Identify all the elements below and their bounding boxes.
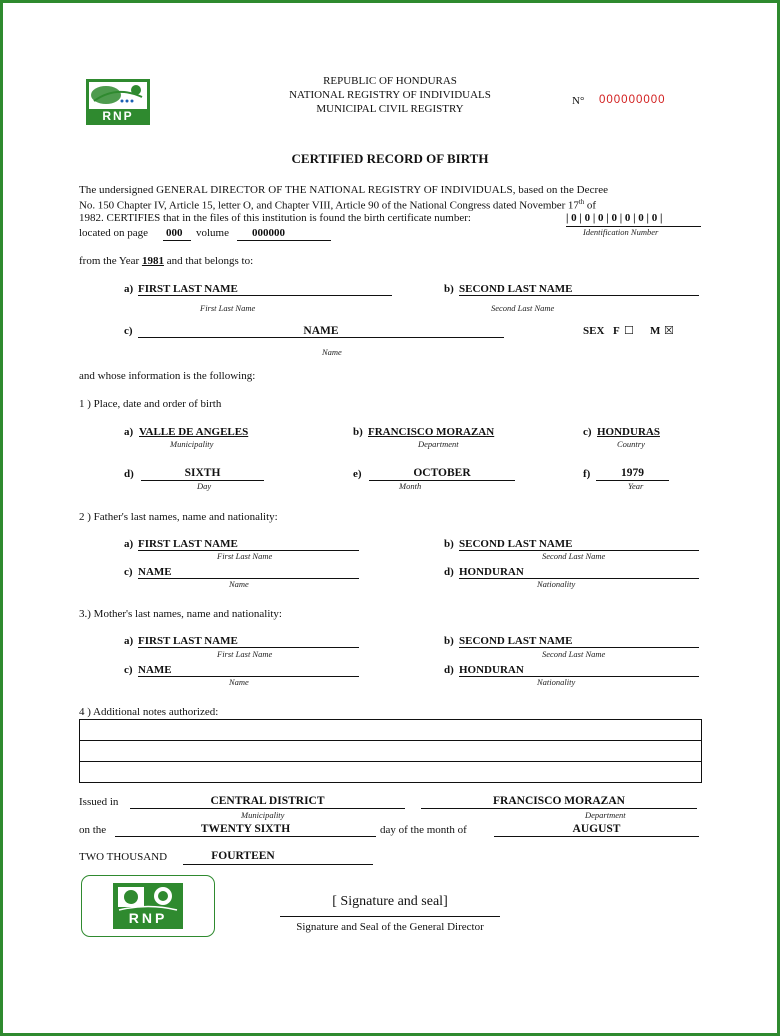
issued-day: TWENTY SIXTH xyxy=(200,823,291,835)
month-label: day of the month of xyxy=(380,824,467,836)
s1-a-letter: a) xyxy=(124,426,134,438)
notes-table xyxy=(79,719,702,783)
two-thousand-label: TWO THOUSAND xyxy=(79,851,168,863)
s1-municipality-caption: Municipality xyxy=(170,439,214,449)
person-b-letter: b) xyxy=(444,283,454,295)
issued-department: FRANCISCO MORAZAN xyxy=(493,795,625,807)
issued-year-word: FOURTEEN xyxy=(211,850,275,862)
s1-year: 1979 xyxy=(621,467,644,479)
s1-b-letter: b) xyxy=(353,426,363,438)
year-line xyxy=(79,255,253,267)
year-value: 1981 xyxy=(141,255,164,267)
s2-nationality: HONDURAN xyxy=(459,566,524,578)
s1-department: FRANCISCO MORAZAN xyxy=(368,426,495,438)
header-line-1: REPUBLIC OF HONDURAS xyxy=(323,75,457,87)
intro-sup: th xyxy=(578,198,585,206)
s1-department-caption: Department xyxy=(418,439,459,449)
s1-country-caption: Country xyxy=(617,439,645,449)
s3-second-last-name: SECOND LAST NAME xyxy=(459,635,573,647)
rnp-seal-icon xyxy=(113,883,183,929)
s2-name-caption: Name xyxy=(229,579,249,589)
issued-label: Issued in xyxy=(79,796,119,808)
s2-first-last-name: FIRST LAST NAME xyxy=(138,538,238,550)
header-line-3: MUNICIPAL CIVIL REGISTRY xyxy=(316,103,464,115)
notes-row-3[interactable] xyxy=(80,762,701,782)
s1-f-letter: f) xyxy=(583,468,591,480)
sex-label: SEX xyxy=(583,325,605,337)
s3-first-caption: First Last Name xyxy=(217,649,273,659)
s1-country: HONDURAS xyxy=(597,426,660,438)
rnp-logo-icon xyxy=(86,79,150,125)
number-label: N° xyxy=(572,95,585,107)
volume-value: 000000 xyxy=(252,227,285,239)
s1-month-caption: Month xyxy=(399,481,422,491)
s3-d-letter: d) xyxy=(444,664,454,676)
s3-name-caption: Name xyxy=(229,677,249,687)
page-title: CERTIFIED RECORD OF BIRTH xyxy=(291,151,489,166)
intro-line-1: The undersigned GENERAL DIRECTOR OF THE NATIONAL REGISTRY OF INDIVIDUALS, based on the Decree xyxy=(79,184,609,196)
certificate-number: 000000000 xyxy=(599,94,666,106)
year-post: and that belongs to: xyxy=(166,255,254,267)
person-first-last-name: FIRST LAST NAME xyxy=(138,283,238,295)
notes-row-2[interactable] xyxy=(80,741,701,762)
person-name: NAME xyxy=(303,325,339,337)
sex-m-checkbox[interactable]: ☒ xyxy=(664,324,674,337)
header-line-2: NATIONAL REGISTRY OF INDIVIDUALS xyxy=(289,89,491,101)
identification-caption: Identification Number xyxy=(583,227,659,237)
s1-e-letter: e) xyxy=(353,468,362,480)
intro-line-2 xyxy=(79,198,596,212)
s2-second-last-name: SECOND LAST NAME xyxy=(459,538,573,550)
intro-line-2-text: No. 150 Chapter IV, Article 15, letter O, and Chapter VIII, Article 90 of the National Congress dated November 17 xyxy=(79,199,579,212)
section4-heading: 4 ) Additional notes authorized: xyxy=(79,706,219,718)
identification-number: | 0 | 0 | 0 | 0 | 0 | 0 | 0 | xyxy=(566,212,663,224)
info-heading: and whose information is the following: xyxy=(79,370,256,382)
signature-logo-box xyxy=(81,875,215,937)
person-second-caption: Second Last Name xyxy=(491,303,555,313)
section1-heading: 1 ) Place, date and order of birth xyxy=(79,398,222,410)
signature-caption: Signature and Seal of the General Director xyxy=(296,921,484,933)
s2-c-letter: c) xyxy=(124,566,133,578)
intro-line-2-end: of xyxy=(584,199,596,212)
s3-nationality-caption: Nationality xyxy=(537,677,576,687)
person-first-caption: First Last Name xyxy=(200,303,256,313)
on-label: on the xyxy=(79,824,107,836)
section2-heading: 2 ) Father's last names, name and nationality: xyxy=(79,511,278,523)
sex-m-label: M xyxy=(650,325,661,337)
s1-c-letter: c) xyxy=(583,426,592,438)
s2-b-letter: b) xyxy=(444,538,454,550)
signature-placeholder: [ Signature and seal] xyxy=(332,894,448,909)
s3-c-letter: c) xyxy=(124,664,133,676)
s3-first-last-name: FIRST LAST NAME xyxy=(138,635,238,647)
sex-f-label: F xyxy=(613,325,620,337)
s1-municipality: VALLE DE ANGELES xyxy=(139,426,249,438)
issued-department-caption: Department xyxy=(585,810,626,820)
s2-d-letter: d) xyxy=(444,566,454,578)
s3-second-caption: Second Last Name xyxy=(542,649,606,659)
s2-nationality-caption: Nationality xyxy=(537,579,576,589)
issued-municipality-caption: Municipality xyxy=(241,810,285,820)
logo-text: RNP xyxy=(102,109,134,123)
year-pre: from the Year xyxy=(79,255,140,267)
s1-d-letter: d) xyxy=(124,468,134,480)
person-c-letter: c) xyxy=(124,325,133,337)
person-a-letter: a) xyxy=(124,283,134,295)
s3-name: NAME xyxy=(138,664,172,676)
intro-line-3: 1982. CERTIFIES that in the files of this institution is found the birth certificate number: xyxy=(79,212,471,224)
s3-b-letter: b) xyxy=(444,635,454,647)
volume-label: volume xyxy=(196,227,229,239)
s2-name: NAME xyxy=(138,566,172,578)
s3-a-letter: a) xyxy=(124,635,134,647)
s1-day: SIXTH xyxy=(184,467,221,479)
s3-nationality: HONDURAN xyxy=(459,664,524,676)
s2-a-letter: a) xyxy=(124,538,134,550)
issued-municipality: CENTRAL DISTRICT xyxy=(210,795,325,807)
s2-second-caption: Second Last Name xyxy=(542,551,606,561)
issued-month: AUGUST xyxy=(572,823,621,835)
s2-first-caption: First Last Name xyxy=(217,551,273,561)
sex-f-checkbox[interactable]: ☐ xyxy=(624,324,634,337)
person-second-last-name: SECOND LAST NAME xyxy=(459,283,573,295)
notes-row-1[interactable] xyxy=(80,720,701,741)
s1-year-caption: Year xyxy=(628,481,644,491)
page-label: located on page xyxy=(79,227,149,239)
s1-day-caption: Day xyxy=(197,481,212,491)
s1-month: OCTOBER xyxy=(413,467,471,479)
page-value: 000 xyxy=(166,227,183,239)
seal-logo-text: RNP xyxy=(128,910,168,926)
person-name-caption: Name xyxy=(322,347,342,357)
section3-heading: 3.) Mother's last names, name and nationality: xyxy=(79,608,282,620)
